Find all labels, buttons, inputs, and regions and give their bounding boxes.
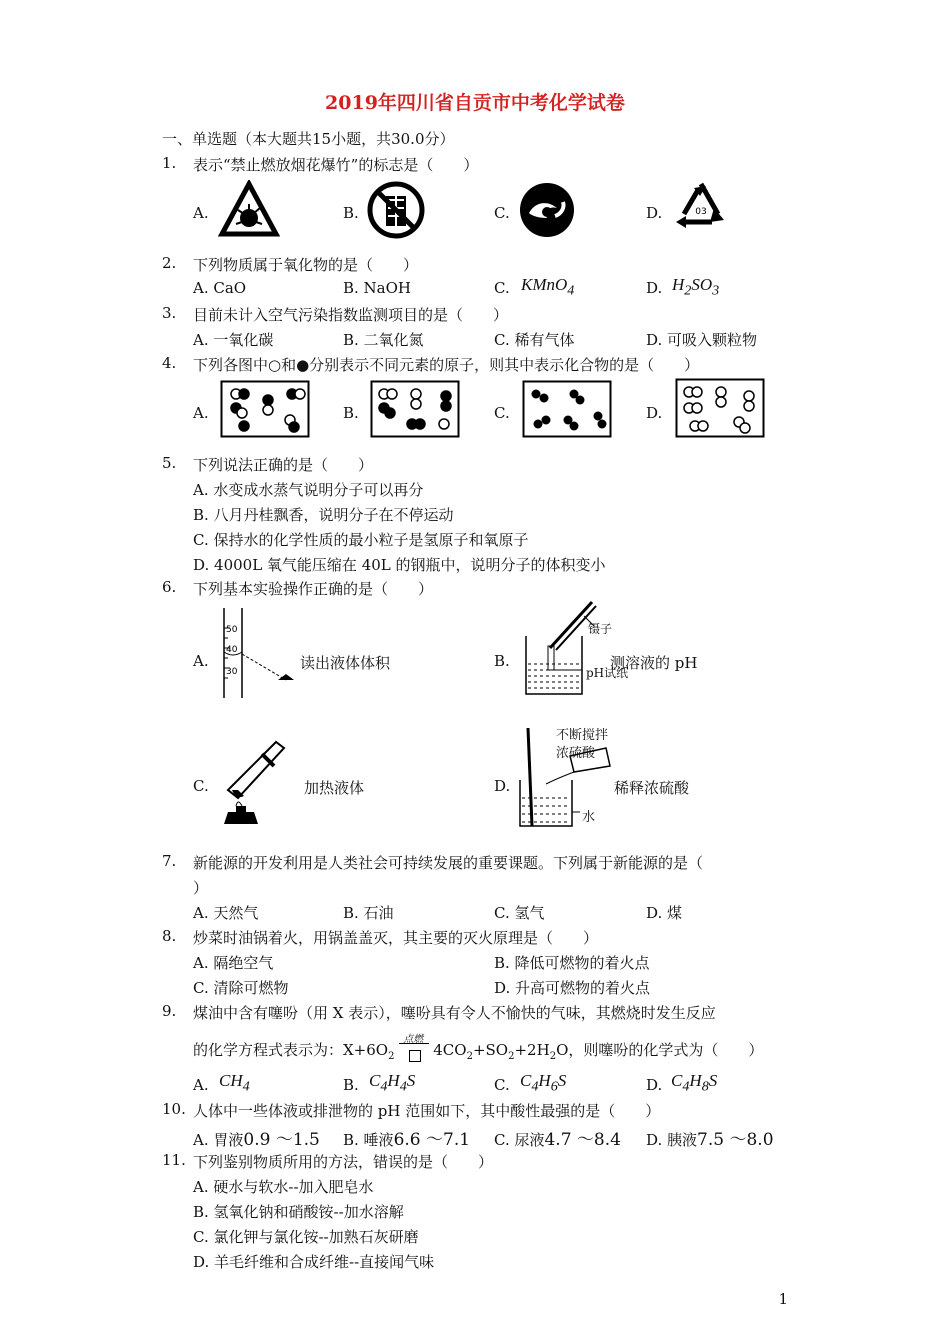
- q2-opt-c: C.: [494, 279, 510, 297]
- no-fireworks-sign-icon: [366, 180, 426, 240]
- tweezers-label: 镊子: [588, 622, 613, 636]
- q9-opt-d: D.: [646, 1076, 663, 1094]
- q4-opt-b: B.: [343, 404, 359, 422]
- q3-number: 3.: [162, 304, 177, 322]
- q2-opt-a: A. CaO: [193, 279, 247, 297]
- q6-label-a: 读出液体体积: [300, 654, 391, 672]
- q5-opt-a: A. 水变成水蒸气说明分子可以再分: [193, 481, 424, 499]
- q1-opt-a: A.: [193, 204, 209, 222]
- q2-opt-d: D.: [646, 279, 663, 297]
- ph-paper-label: pH试纸: [586, 666, 629, 680]
- q9-formula-c: $C_4H_6S$: [520, 1071, 567, 1095]
- q6-number: 6.: [162, 578, 177, 596]
- q11-number: 11.: [162, 1151, 186, 1169]
- q10-number: 10.: [162, 1100, 186, 1118]
- q9-equation: 的化学方程式表示为：$X+6O_2$ 点燃 $4CO_2+SO_2+2H_2O$，则噻吩的化学式为（ ）: [193, 1039, 763, 1062]
- q2-opt-b: B. NaOH: [343, 279, 412, 297]
- q7-opt-d: D. 煤: [646, 904, 683, 922]
- q11-opt-c: C. 氯化钾与氯化铵--加熟石灰研磨: [193, 1228, 419, 1246]
- q8-opt-d: D. 升高可燃物的着火点: [494, 979, 651, 997]
- q3-opt-a: A. 一氧化碳: [193, 331, 274, 349]
- q8-stem: 炒菜时油锅着火，用锅盖盖灭，其主要的灭火原理是（ ）: [193, 929, 599, 947]
- q11-opt-a: A. 硬水与软水--加入肥皂水: [193, 1178, 374, 1196]
- atom-box-c: [522, 380, 612, 438]
- q10-opt-b: B. 唾液6.6 ～7.1: [343, 1130, 471, 1150]
- q6-opt-c: C.: [193, 777, 209, 795]
- q4-stem: 下列各图中○和●分别表示不同元素的原子，则其中表示化合物的是（ ）: [193, 356, 700, 374]
- q6-label-c: 加热液体: [304, 779, 365, 797]
- q7-stem: 新能源的开发利用是人类社会可持续发展的重要课题。下列属于新能源的是（: [193, 854, 704, 872]
- q7-opt-c: C. 氢气: [494, 904, 545, 922]
- q9-stem: 煤油中含有噻吩（用 X 表示），噻吩具有令人不愉快的气味，其燃烧时发生反应: [193, 1004, 716, 1022]
- q10-opt-d: D. 胰液7.5 ～8.0: [646, 1130, 774, 1150]
- q3-opt-b: B. 二氧化氮: [343, 331, 424, 349]
- stir-label: 不断搅拌: [556, 728, 609, 743]
- q9-opt-c: C.: [494, 1076, 510, 1094]
- q10-opt-c: C. 尿液4.7 ～8.4: [494, 1130, 621, 1150]
- q11-opt-d: D. 羊毛纤维和合成纤维--直接闻气味: [193, 1253, 435, 1271]
- water-label: 水: [582, 810, 596, 825]
- ph-test-figure: [522, 600, 622, 700]
- q8-number: 8.: [162, 927, 177, 945]
- q8-opt-a: A. 隔绝空气: [193, 954, 274, 972]
- q5-number: 5.: [162, 454, 177, 472]
- cyl-tick-30: 30: [226, 667, 238, 677]
- q6-stem: 下列基本实验操作正确的是（ ）: [193, 580, 434, 598]
- atom-box-a: [220, 380, 310, 438]
- q4-opt-c: C.: [494, 404, 510, 422]
- q3-opt-c: C. 稀有气体: [494, 331, 575, 349]
- graduated-cylinder-figure: [220, 608, 300, 700]
- q1-opt-d: D.: [646, 204, 663, 222]
- q5-opt-d: D. 4000L 氧气能压缩在 40L 的钢瓶中，说明分子的体积变小: [193, 556, 606, 574]
- cyl-tick-50: 50: [226, 625, 238, 635]
- q1-stem: 表示“禁止燃放烟花爆竹”的标志是（ ）: [193, 156, 479, 174]
- q9-opt-a: A.: [193, 1076, 209, 1094]
- heating-liquid-figure: [214, 728, 298, 828]
- section-heading: 一、单选题（本大题共15小题，共30.0分）: [162, 130, 455, 148]
- q1-number: 1.: [162, 154, 177, 172]
- q9-formula-a: $CH_4$: [219, 1071, 250, 1095]
- q5-opt-c: C. 保持水的化学性质的最小粒子是氢原子和氧原子: [193, 531, 529, 549]
- q7-opt-a: A. 天然气: [193, 904, 259, 922]
- q4-opt-d: D.: [646, 404, 663, 422]
- q8-opt-b: B. 降低可燃物的着火点: [494, 954, 650, 972]
- q4-opt-a: A.: [193, 404, 209, 422]
- q2-stem: 下列物质属于氧化物的是（ ）: [193, 256, 419, 274]
- q6-opt-a: A.: [193, 652, 209, 670]
- q11-opt-b: B. 氢氧化钠和硝酸铵--加水溶解: [193, 1203, 404, 1221]
- q2-formula-d: $H_2SO_3$: [672, 275, 720, 299]
- q5-stem: 下列说法正确的是（ ）: [193, 456, 374, 474]
- cyl-tick-40: 40: [226, 645, 238, 655]
- q6-opt-d: D.: [494, 777, 511, 795]
- atom-box-d: [675, 378, 765, 438]
- q7-opt-b: B. 石油: [343, 904, 394, 922]
- page-number: 1: [778, 1290, 788, 1308]
- q3-opt-d: D. 可吸入颗粒物: [646, 331, 758, 349]
- reaction-condition: 点燃: [403, 1034, 424, 1045]
- q6-label-b: 测溶液的 pH: [610, 654, 698, 672]
- q2-formula-c: KMnO$_4$: [521, 275, 575, 299]
- recycle-code: 03: [695, 207, 707, 217]
- q7-stem-end: ）: [193, 879, 209, 897]
- q9-formula-d: $C_4H_8S$: [671, 1071, 718, 1095]
- q1-opt-c: C.: [494, 204, 510, 222]
- q6-opt-b: B.: [494, 652, 510, 670]
- q11-stem: 下列鉴别物质所用的方法，错误的是（ ）: [193, 1153, 494, 1171]
- q9-number: 9.: [162, 1002, 177, 1020]
- q7-number: 7.: [162, 852, 177, 870]
- q9-opt-b: B.: [343, 1076, 359, 1094]
- q10-stem: 人体中一些体液或排泄物的 pH 范围如下，其中酸性最强的是（ ）: [193, 1102, 661, 1120]
- q1-opt-b: B.: [343, 204, 359, 222]
- q6-label-d: 稀释浓硫酸: [614, 779, 690, 797]
- page-title: 2019年四川省自贡市中考化学试卷: [325, 92, 625, 114]
- q9-formula-b: $C_4H_4S$: [369, 1071, 416, 1095]
- atom-box-b: [370, 380, 460, 438]
- water-saving-sign-icon: [517, 180, 577, 240]
- acid-label: 浓硫酸: [556, 746, 596, 761]
- q8-opt-c: C. 清除可燃物: [193, 979, 289, 997]
- explosive-sign-icon: [218, 180, 280, 240]
- q5-opt-b: B. 八月丹桂飘香，说明分子在不停运动: [193, 506, 454, 524]
- q3-stem: 目前未计入空气污染指数监测项目的是（ ）: [193, 306, 509, 324]
- q10-opt-a: A. 胃液0.9 ～1.5: [193, 1130, 320, 1150]
- q2-number: 2.: [162, 254, 177, 272]
- q4-number: 4.: [162, 354, 177, 372]
- recycle-sign-icon: [668, 178, 734, 240]
